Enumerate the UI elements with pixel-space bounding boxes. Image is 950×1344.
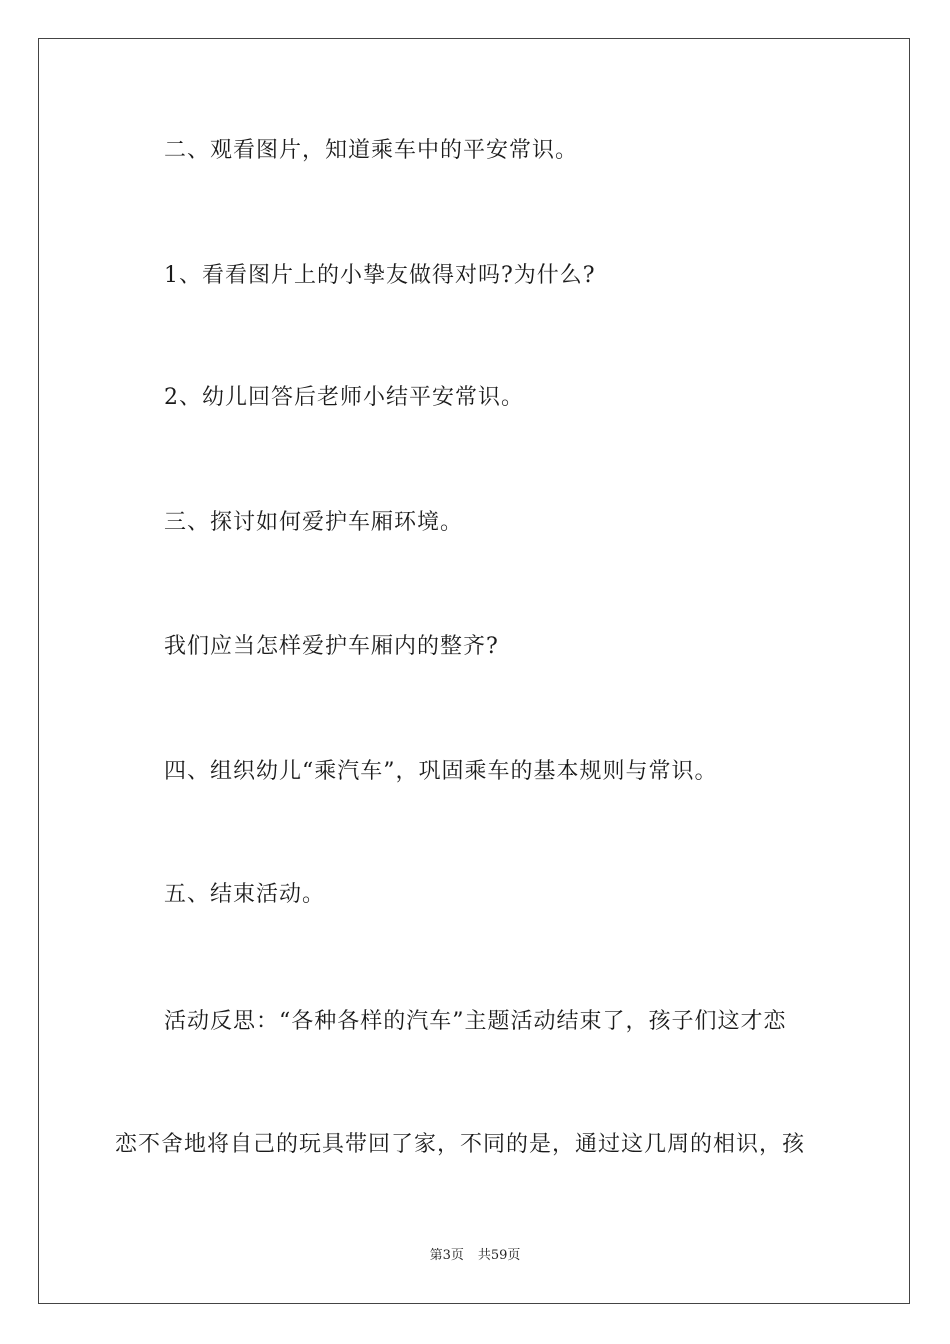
page-footer [0, 1247, 950, 1265]
paragraph-section-5: 五、结束活动。 [164, 882, 326, 907]
paragraph-section-2: 二、观看图片，知道乘车中的平安常识。 [164, 138, 579, 163]
page-total: 共59页 [477, 1248, 521, 1263]
paragraph-question: 我们应当怎样爱护车厢内的整齐? [164, 634, 499, 659]
page-number: 第3页 [429, 1248, 464, 1263]
paragraph-section-4: 四、组织幼儿“乘汽车”，巩固乘车的基本规则与常识。 [164, 759, 718, 784]
page-border [38, 38, 910, 1304]
paragraph-reflection-line-2: 恋不舍地将自己的玩具带回了家，不同的是，通过这几周的相识，孩 [115, 1132, 806, 1157]
paragraph-reflection-line-1: 活动反思：“各种各样的汽车”主题活动结束了，孩子们这才恋 [164, 1009, 787, 1034]
paragraph-item-2: 2、幼儿回答后老师小结平安常识。 [164, 385, 524, 410]
paragraph-section-3: 三、探讨如何爱护车厢环境。 [164, 510, 464, 535]
paragraph-item-1: 1、看看图片上的小挚友做得对吗?为什么? [164, 263, 596, 288]
